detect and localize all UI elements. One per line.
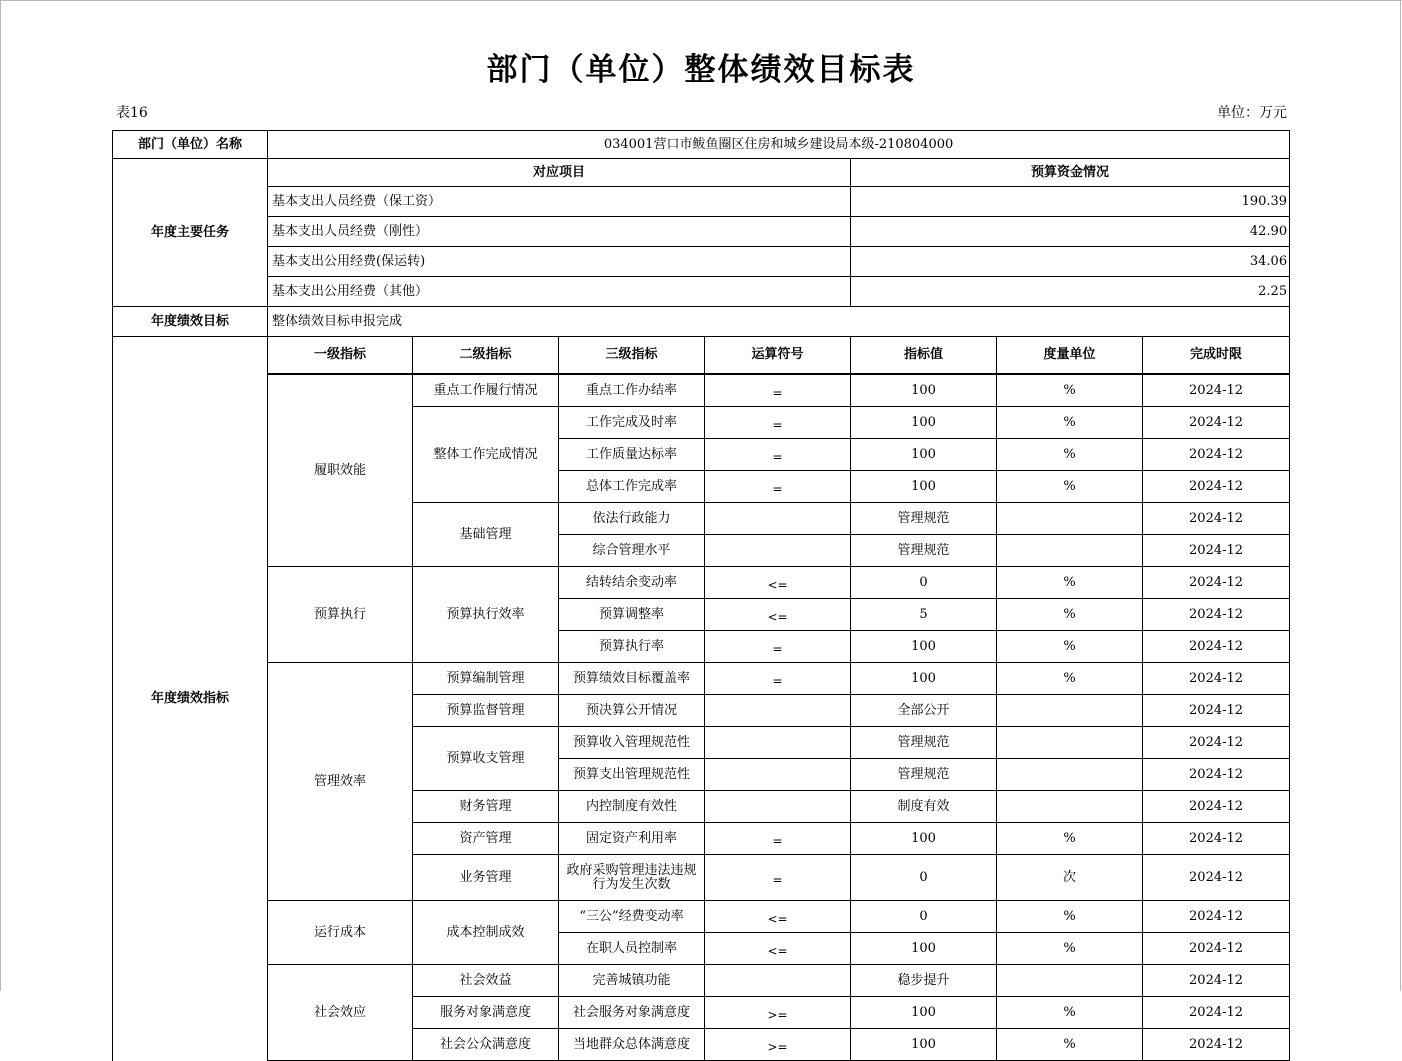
operator-cell: = [705,407,851,439]
unit-cell: % [997,374,1143,407]
level1-cell: 预算执行 [268,567,413,663]
unit-cell: % [997,1029,1143,1061]
operator-cell [705,695,851,727]
level1-cell: 管理效率 [268,663,413,901]
level3-cell: 重点工作办结率 [559,374,705,407]
unit-cell [997,535,1143,567]
tasks-col-item: 对应项目 [268,159,851,187]
operator-cell: = [705,631,851,663]
task-amount: 2.25 [851,277,1290,307]
level2-cell: 预算监督管理 [413,695,559,727]
operator-cell [705,965,851,997]
level2-cell: 社会效益 [413,965,559,997]
deadline-cell: 2024-12 [1143,471,1290,503]
operator-cell: = [705,855,851,901]
deadline-cell: 2024-12 [1143,535,1290,567]
unit-cell [997,695,1143,727]
value-cell: 100 [851,631,997,663]
level1-cell: 履职效能 [268,374,413,567]
goal-row [113,307,1290,337]
task-item: 基本支出公用经费（其他） [268,277,851,307]
deadline-cell: 2024-12 [1143,567,1290,599]
unit-cell: % [997,663,1143,695]
indicator-row [113,663,1290,695]
goal-label: 年度绩效目标 [113,307,268,337]
operator-cell [705,759,851,791]
level3-cell: 政府采购管理违法违规行为发生次数 [559,855,705,901]
deadline-cell: 2024-12 [1143,965,1290,997]
value-cell: 管理规范 [851,727,997,759]
value-cell: 100 [851,439,997,471]
page-title: 部门（单位）整体绩效目标表 [486,52,916,88]
level3-cell: 预算调整率 [559,599,705,631]
unit-cell: % [997,567,1143,599]
header-target-value: 指标值 [851,337,997,375]
value-cell: 100 [851,997,997,1029]
value-cell: 100 [851,823,997,855]
unit-label: 单位：万元 [1217,105,1287,121]
dept-label: 部门（单位）名称 [113,131,268,159]
deadline-cell: 2024-12 [1143,1029,1290,1061]
operator-cell: = [705,439,851,471]
deadline-cell: 2024-12 [1143,663,1290,695]
unit-cell: % [997,997,1143,1029]
operator-cell: <= [705,599,851,631]
tasks-col-budget: 预算资金情况 [851,159,1290,187]
task-amount: 34.06 [851,247,1290,277]
level3-cell: 总体工作完成率 [559,471,705,503]
task-row [113,187,1290,217]
value-cell: 稳步提升 [851,965,997,997]
operator-cell: <= [705,933,851,965]
level3-cell: 内控制度有效性 [559,791,705,823]
header-level3: 三级指标 [559,337,705,375]
unit-cell [997,759,1143,791]
deadline-cell: 2024-12 [1143,759,1290,791]
deadline-cell: 2024-12 [1143,439,1290,471]
level2-cell: 基础管理 [413,503,559,567]
page-frame-left [0,0,1,991]
operator-cell: = [705,663,851,695]
header-unit: 度量单位 [997,337,1143,375]
level3-cell: 固定资产利用率 [559,823,705,855]
deadline-cell: 2024-12 [1143,407,1290,439]
value-cell: 管理规范 [851,759,997,791]
deadline-cell: 2024-12 [1143,503,1290,535]
value-cell: 0 [851,901,997,933]
operator-cell: = [705,823,851,855]
level3-cell: 预算绩效目标覆盖率 [559,663,705,695]
indicator-row [113,374,1290,407]
unit-cell [997,503,1143,535]
operator-cell [705,503,851,535]
unit-cell: % [997,823,1143,855]
deadline-cell: 2024-12 [1143,933,1290,965]
deadline-cell: 2024-12 [1143,997,1290,1029]
value-cell: 管理规范 [851,535,997,567]
deadline-cell: 2024-12 [1143,631,1290,663]
level3-cell: 综合管理水平 [559,535,705,567]
task-amount: 190.39 [851,187,1290,217]
tasks-header-row [113,159,1290,187]
level2-cell: 社会公众满意度 [413,1029,559,1061]
task-item: 基本支出公用经费(保运转) [268,247,851,277]
operator-cell [705,727,851,759]
deadline-cell: 2024-12 [1143,823,1290,855]
deadline-cell: 2024-12 [1143,695,1290,727]
task-row [113,217,1290,247]
unit-cell: 次 [997,855,1143,901]
header-deadline: 完成时限 [1143,337,1290,375]
deadline-cell: 2024-12 [1143,791,1290,823]
level3-cell: 依法行政能力 [559,503,705,535]
level2-cell: 成本控制成效 [413,901,559,965]
value-cell: 100 [851,471,997,503]
value-cell: 100 [851,1029,997,1061]
deadline-cell: 2024-12 [1143,727,1290,759]
header-operator: 运算符号 [705,337,851,375]
unit-cell: % [997,901,1143,933]
dept-value: 034001营口市鲅鱼圈区住房和城乡建设局本级-210804000 [268,131,1290,159]
operator-cell [705,535,851,567]
indicator-row [113,567,1290,599]
unit-cell: % [997,599,1143,631]
deadline-cell: 2024-12 [1143,374,1290,407]
level2-cell: 服务对象满意度 [413,997,559,1029]
level1-cell: 运行成本 [268,901,413,965]
unit-cell [997,727,1143,759]
task-row [113,247,1290,277]
tasks-label: 年度主要任务 [113,159,268,307]
level2-cell: 财务管理 [413,791,559,823]
unit-cell: % [997,933,1143,965]
deadline-cell: 2024-12 [1143,901,1290,933]
deadline-cell: 2024-12 [1143,599,1290,631]
level2-cell: 重点工作履行情况 [413,374,559,407]
level3-cell: 预算支出管理规范性 [559,759,705,791]
level3-cell: 结转结余变动率 [559,567,705,599]
unit-cell: % [997,631,1143,663]
task-item: 基本支出人员经费（刚性） [268,217,851,247]
indicator-row [113,965,1290,997]
deadline-cell: 2024-12 [1143,855,1290,901]
value-cell: 管理规范 [851,503,997,535]
task-amount: 42.90 [851,217,1290,247]
dept-row [113,131,1290,159]
goal-value: 整体绩效目标申报完成 [268,307,1290,337]
level3-cell: 完善城镇功能 [559,965,705,997]
indicator-row [113,901,1290,933]
level3-cell: 预算收入管理规范性 [559,727,705,759]
level2-cell: 资产管理 [413,823,559,855]
value-cell: 制度有效 [851,791,997,823]
task-row [113,277,1290,307]
page-frame-top [0,0,1402,1]
operator-cell: >= [705,1029,851,1061]
indicator-header-row [113,337,1290,375]
header-level1: 一级指标 [268,337,413,375]
value-cell: 0 [851,567,997,599]
level3-cell: 社会服务对象满意度 [559,997,705,1029]
operator-cell [705,791,851,823]
level2-cell: 预算收支管理 [413,727,559,791]
unit-cell: % [997,471,1143,503]
indicators-label: 年度绩效指标 [113,337,268,1061]
unit-cell: % [997,439,1143,471]
value-cell: 100 [851,407,997,439]
header-level2: 二级指标 [413,337,559,375]
operator-cell: >= [705,997,851,1029]
value-cell: 5 [851,599,997,631]
level3-cell: 工作质量达标率 [559,439,705,471]
task-item: 基本支出人员经费（保工资） [268,187,851,217]
level3-cell: 工作完成及时率 [559,407,705,439]
level2-cell: 预算编制管理 [413,663,559,695]
unit-cell [997,965,1143,997]
level2-cell: 业务管理 [413,855,559,901]
page-frame-right [1400,0,1401,991]
level1-cell: 社会效应 [268,965,413,1061]
operator-cell: <= [705,567,851,599]
operator-cell: = [705,374,851,407]
value-cell: 100 [851,663,997,695]
level3-cell: 当地群众总体满意度 [559,1029,705,1061]
value-cell: 全部公开 [851,695,997,727]
level2-cell: 整体工作完成情况 [413,407,559,503]
operator-cell: = [705,471,851,503]
table-number: 表16 [116,105,148,121]
unit-cell [997,791,1143,823]
level3-cell: 在职人员控制率 [559,933,705,965]
level2-cell: 预算执行效率 [413,567,559,663]
level3-cell: 预算执行率 [559,631,705,663]
unit-cell: % [997,407,1143,439]
value-cell: 100 [851,374,997,407]
performance-target-table [112,130,1290,1061]
operator-cell: <= [705,901,851,933]
level3-cell: “三公”经费变动率 [559,901,705,933]
level3-cell: 预决算公开情况 [559,695,705,727]
value-cell: 100 [851,933,997,965]
value-cell: 0 [851,855,997,901]
